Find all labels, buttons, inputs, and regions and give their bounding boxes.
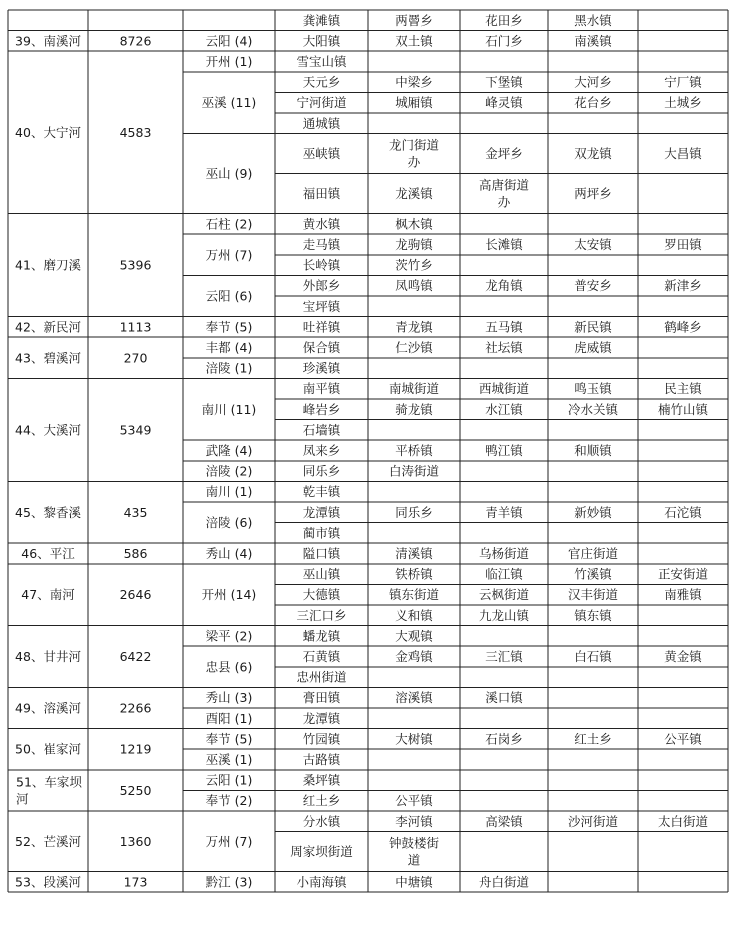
town-cell: 同乐乡 [395, 504, 433, 520]
area-cell: 270 [123, 350, 148, 366]
town-cell: 大德镇 [302, 587, 341, 603]
town-cell: 鸭江镇 [485, 443, 523, 458]
county-cell: 云阳 (1) [205, 772, 253, 788]
area-cell: 2646 [119, 587, 152, 603]
town-cell: 巫山镇 [302, 566, 341, 582]
town-cell: 蟠龙镇 [302, 628, 341, 644]
town-cell: 社坛镇 [485, 340, 523, 355]
town-cell: 中梁乡 [395, 74, 433, 90]
town-cell: 官庄街道 [567, 546, 619, 561]
town-cell: 高唐街道办 [478, 177, 530, 210]
town-cell: 南平镇 [302, 381, 341, 397]
town-cell: 虎威镇 [574, 340, 612, 355]
town-cell: 李河镇 [395, 813, 433, 829]
town-cell: 清溪镇 [395, 546, 433, 561]
town-cell: 龙驹镇 [395, 237, 433, 252]
county-cell: 秀山 (4) [205, 546, 253, 561]
area-cell: 6422 [119, 649, 152, 664]
town-cell: 沙河街道 [567, 813, 619, 829]
town-cell: 下堡镇 [485, 74, 523, 90]
town-cell: 桑坪镇 [302, 772, 341, 788]
town-cell: 九龙山镇 [478, 607, 530, 623]
town-cell: 镇东镇 [574, 607, 612, 623]
county-cell: 南川 (1) [205, 484, 253, 500]
table-cells [15, 13, 709, 890]
river-name-cell: 49、溶溪河 [15, 700, 81, 716]
town-cell: 峰岩乡 [302, 401, 341, 417]
town-cell: 西城街道 [478, 381, 530, 397]
town-cell: 黄水镇 [302, 216, 341, 232]
town-cell: 乾丰镇 [302, 484, 341, 500]
town-cell: 石岗乡 [485, 731, 523, 747]
county-cell: 武隆 (4) [205, 443, 253, 458]
town-cell: 正安街道 [657, 566, 709, 582]
town-cell: 吐祥镇 [302, 319, 341, 335]
river-name-cell: 46、平江 [21, 546, 75, 561]
town-cell: 铁桥镇 [395, 566, 433, 582]
county-cell: 黔江 (3) [205, 874, 253, 890]
town-cell: 分水镇 [302, 813, 341, 829]
town-cell: 云枫街道 [478, 587, 530, 603]
town-cell: 红土乡 [574, 731, 612, 747]
county-cell: 云阳 (6) [205, 288, 253, 304]
town-cell: 同乐乡 [302, 463, 341, 479]
area-cell: 586 [123, 546, 148, 561]
county-cell: 万州 (7) [205, 247, 253, 263]
county-cell: 涪陵 (2) [205, 463, 253, 479]
town-cell: 乌杨街道 [478, 546, 530, 561]
town-cell: 大观镇 [395, 628, 433, 644]
town-cell: 石黄镇 [302, 649, 341, 664]
town-cell: 花台乡 [574, 95, 612, 111]
county-cell: 南川 (11) [201, 401, 257, 417]
town-cell: 龙角镇 [485, 278, 523, 294]
town-cell: 石沱镇 [664, 504, 702, 520]
town-cell: 公平镇 [395, 793, 433, 809]
town-cell: 古路镇 [302, 752, 341, 767]
town-cell: 溪口镇 [485, 690, 523, 706]
area-cell: 1360 [119, 833, 152, 849]
town-cell: 龙潭镇 [302, 710, 341, 726]
town-cell: 石墙镇 [302, 422, 341, 438]
town-cell: 南溪镇 [574, 33, 612, 49]
river-name-cell: 43、碧溪河 [15, 350, 81, 366]
town-cell: 两罾乡 [395, 12, 433, 28]
area-cell: 2266 [119, 700, 152, 716]
town-cell: 大阳镇 [302, 33, 341, 49]
town-cell: 竹溪镇 [574, 566, 612, 582]
town-cell: 镇东街道 [388, 587, 440, 603]
town-cell: 膏田镇 [302, 690, 341, 706]
town-cell: 金鸡镇 [395, 649, 433, 664]
town-cell: 汉丰街道 [567, 587, 619, 603]
town-cell: 龙门街道办 [388, 137, 440, 170]
town-cell: 宁河街道 [296, 95, 347, 111]
county-cell: 秀山 (3) [205, 690, 253, 706]
town-cell: 双土镇 [395, 33, 433, 49]
county-cell: 巫山 (9) [205, 166, 253, 182]
town-cell: 周家坝街道 [290, 844, 353, 860]
county-cell: 开州 (14) [201, 587, 257, 603]
town-cell: 冷水关镇 [567, 401, 619, 417]
town-cell: 溶溪镇 [395, 690, 433, 706]
county-cell: 巫溪 (1) [205, 752, 253, 767]
town-cell: 保合镇 [302, 340, 341, 355]
town-cell: 走马镇 [302, 237, 341, 252]
river-name-cell: 48、甘井河 [15, 649, 81, 664]
town-cell: 雪宝山镇 [296, 54, 347, 69]
county-cell: 开州 (1) [205, 54, 253, 69]
town-cell: 罗田镇 [664, 237, 702, 252]
county-cell: 涪陵 (1) [205, 360, 253, 376]
town-cell: 五马镇 [485, 319, 523, 335]
town-cell: 南城街道 [388, 381, 440, 397]
town-cell: 两坪乡 [574, 186, 612, 202]
town-cell: 天元乡 [302, 74, 341, 90]
town-cell: 宁厂镇 [664, 74, 702, 90]
county-cell: 万州 (7) [205, 833, 253, 849]
area-cell: 8726 [119, 33, 152, 49]
river-name-cell: 41、磨刀溪 [15, 257, 81, 273]
town-cell: 通城镇 [302, 115, 341, 131]
area-cell: 5396 [119, 257, 152, 273]
area-cell: 1113 [119, 319, 152, 335]
town-cell: 白涛街道 [388, 463, 440, 479]
town-cell: 青龙镇 [395, 319, 433, 335]
town-cell: 峰灵镇 [485, 95, 523, 111]
town-cell: 黄金镇 [664, 649, 702, 664]
county-cell: 涪陵 (6) [205, 515, 253, 531]
town-cell: 新津乡 [664, 278, 702, 294]
town-cell: 普安乡 [574, 278, 612, 294]
county-cell: 奉节 (5) [205, 319, 253, 335]
town-cell: 石门乡 [485, 33, 523, 49]
river-name-cell: 39、南溪河 [15, 33, 81, 49]
town-cell: 长滩镇 [485, 237, 523, 252]
county-cell: 奉节 (2) [205, 793, 253, 809]
county-cell: 奉节 (5) [205, 731, 253, 747]
town-cell: 凤来乡 [302, 443, 341, 458]
river-name-cell: 50、崔家河 [15, 741, 81, 757]
river-name-cell: 44、大溪河 [15, 422, 81, 438]
town-cell: 义和镇 [395, 607, 433, 623]
town-cell: 公平镇 [664, 731, 702, 747]
area-cell: 5349 [119, 422, 152, 438]
town-cell: 黑水镇 [574, 12, 612, 28]
county-cell: 丰都 (4) [205, 340, 253, 355]
town-cell: 凤鸣镇 [395, 278, 433, 294]
town-cell: 新妙镇 [574, 504, 612, 520]
county-cell: 石柱 (2) [205, 216, 253, 232]
town-cell: 花田乡 [485, 12, 523, 28]
river-name-cell: 42、新民河 [15, 319, 81, 335]
town-cell: 茨竹乡 [395, 257, 433, 273]
river-name-cell: 52、芒溪河 [15, 833, 81, 849]
town-cell: 和顺镇 [574, 443, 612, 458]
town-cell: 大河乡 [574, 74, 612, 90]
town-cell: 珍溪镇 [302, 360, 341, 376]
town-cell: 龙溪镇 [395, 186, 433, 202]
town-cell: 临江镇 [485, 566, 523, 582]
town-cell: 舟白街道 [478, 874, 530, 890]
town-cell: 白石镇 [574, 649, 612, 664]
town-cell: 红土乡 [302, 793, 341, 809]
town-cell: 龚滩镇 [302, 12, 341, 28]
county-cell: 酉阳 (1) [205, 710, 253, 726]
town-cell: 土城乡 [664, 95, 702, 111]
town-cell: 南雅镇 [664, 587, 702, 603]
town-cell: 枫木镇 [395, 216, 433, 232]
town-cell: 三汇口乡 [296, 607, 347, 623]
town-cell: 龙潭镇 [302, 504, 341, 520]
town-cell: 隘口镇 [302, 546, 341, 561]
town-cell: 仁沙镇 [395, 340, 433, 355]
town-cell: 中塘镇 [395, 874, 433, 890]
town-cell: 水江镇 [485, 401, 523, 417]
town-cell: 太安镇 [574, 237, 612, 252]
town-cell: 双龙镇 [574, 146, 612, 162]
town-cell: 民主镇 [664, 381, 702, 397]
county-cell: 忠县 (6) [205, 659, 253, 675]
town-cell: 忠州街道 [296, 669, 347, 685]
town-cell: 竹园镇 [302, 731, 341, 747]
town-cell: 太白街道 [657, 813, 709, 829]
town-cell: 小南海镇 [296, 874, 347, 890]
town-cell: 巫峡镇 [302, 146, 341, 162]
town-cell: 鸣玉镇 [574, 381, 612, 397]
town-cell: 骑龙镇 [395, 401, 433, 417]
town-cell: 三汇镇 [485, 649, 523, 664]
river-name-cell: 47、南河 [21, 587, 75, 603]
town-cell: 钟鼓楼街道 [388, 835, 440, 868]
town-cell: 金坪乡 [485, 146, 523, 162]
town-cell: 蔺市镇 [302, 525, 341, 541]
area-cell: 435 [123, 504, 148, 520]
county-cell: 云阳 (4) [205, 33, 253, 49]
area-cell: 5250 [119, 782, 152, 798]
table-grid [8, 10, 728, 892]
town-cell: 高梁镇 [485, 813, 523, 829]
town-cell: 大树镇 [395, 731, 433, 747]
area-cell: 173 [123, 874, 148, 890]
river-name-cell: 45、黎香溪 [15, 504, 81, 520]
county-cell: 巫溪 (11) [201, 95, 257, 111]
river-name-cell: 40、大宁河 [15, 124, 81, 140]
river-name-cell: 51、车家坝河 [16, 774, 82, 807]
town-cell: 外郎乡 [302, 278, 341, 294]
county-cell: 梁平 (2) [205, 628, 253, 644]
area-cell: 4583 [119, 124, 152, 140]
town-cell: 平桥镇 [395, 443, 433, 458]
town-cell: 宝坪镇 [302, 298, 341, 314]
town-cell: 楠竹山镇 [657, 401, 709, 417]
town-cell: 鹤峰乡 [664, 319, 702, 335]
river-name-cell: 53、段溪河 [15, 874, 81, 890]
town-cell: 长岭镇 [302, 257, 341, 273]
town-cell: 城厢镇 [395, 95, 433, 111]
area-cell: 1219 [119, 741, 152, 757]
town-cell: 大昌镇 [664, 146, 702, 162]
town-cell: 福田镇 [302, 186, 341, 202]
town-cell: 青羊镇 [485, 504, 523, 520]
town-cell: 新民镇 [574, 319, 612, 335]
